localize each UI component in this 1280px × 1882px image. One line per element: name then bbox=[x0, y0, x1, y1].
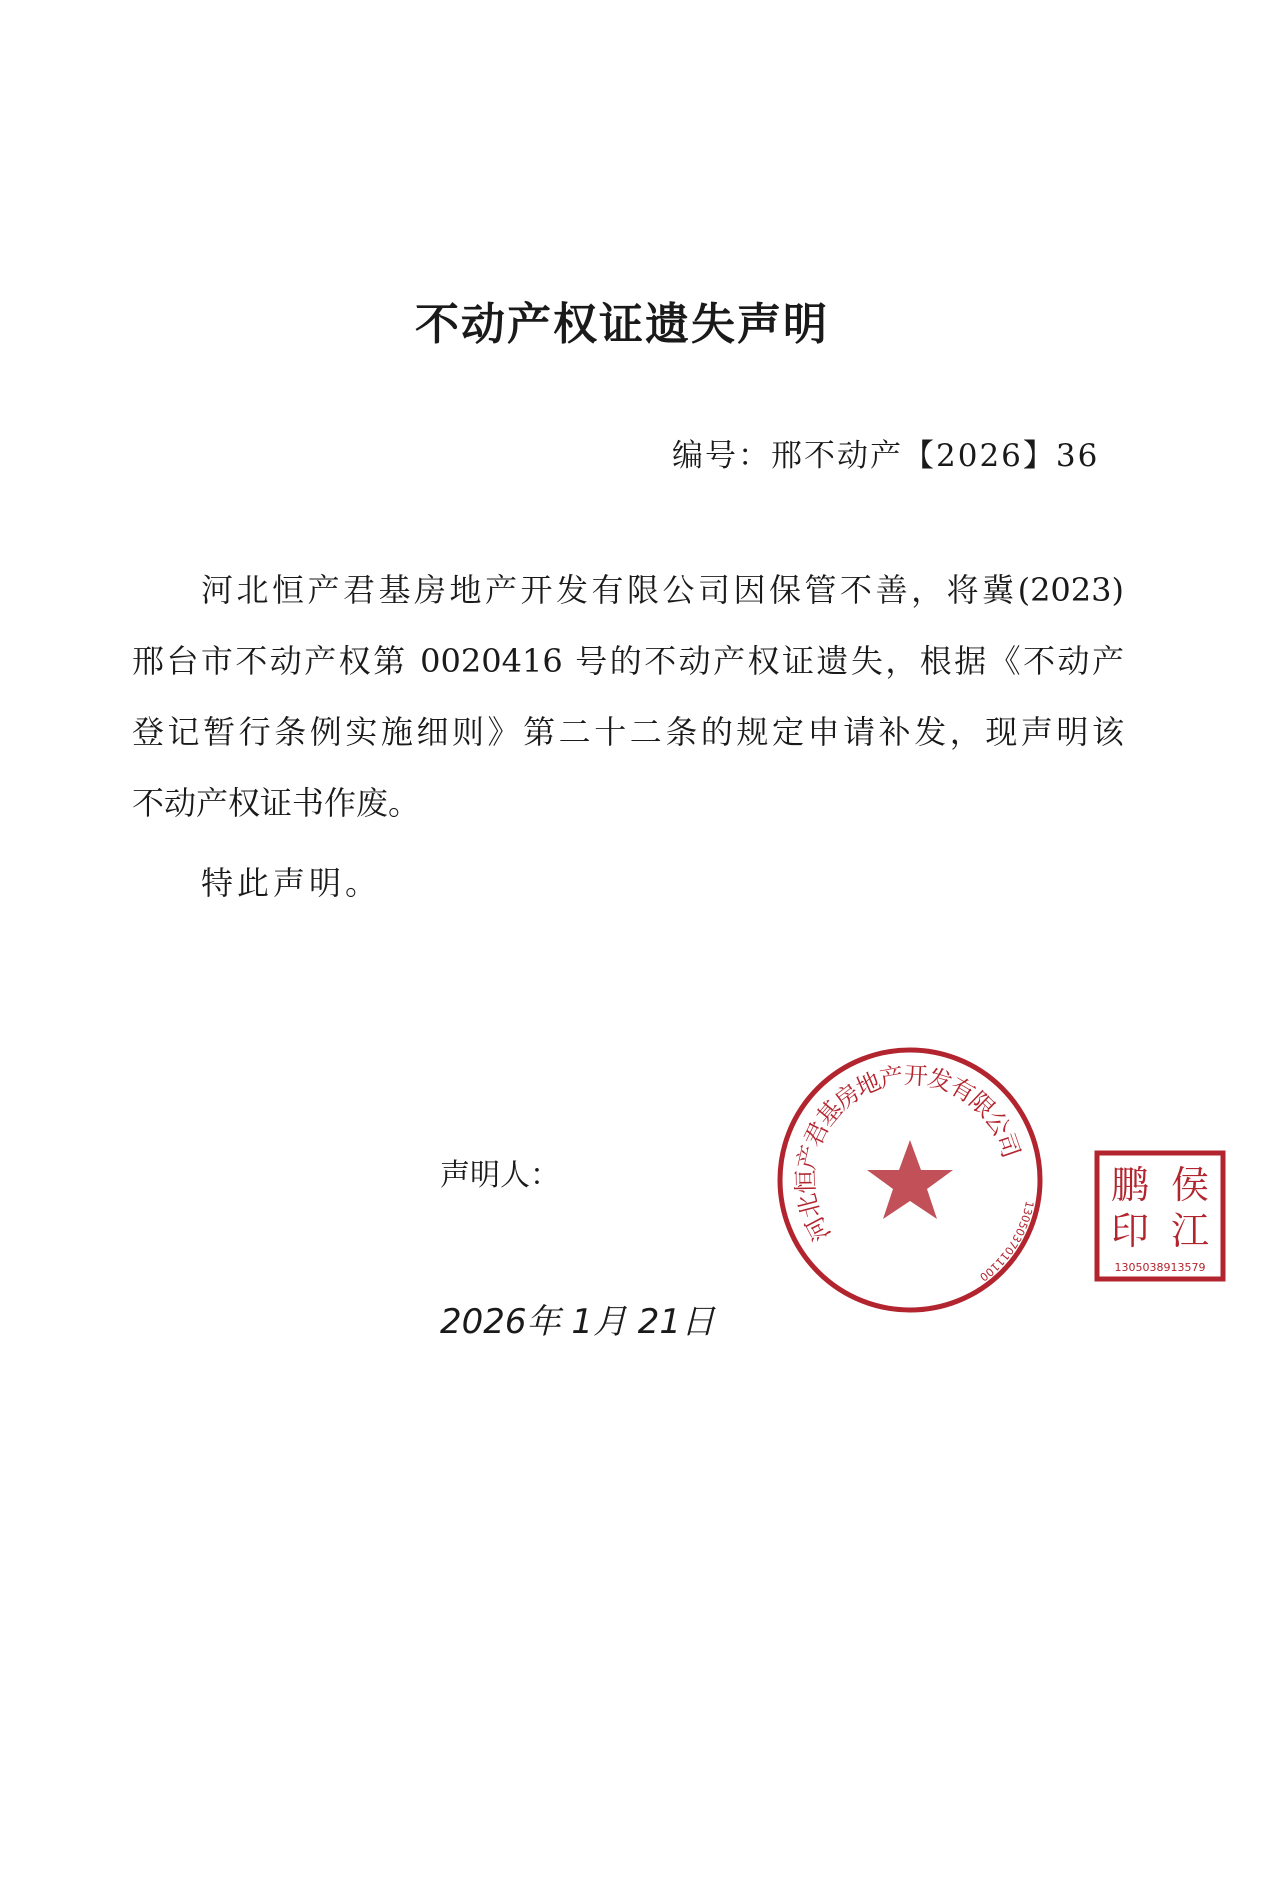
seal-company-name: 河北恒产君基房地产开发有限公司 bbox=[791, 1061, 1026, 1246]
seal-char: 鹏 bbox=[1110, 1163, 1150, 1207]
company-seal bbox=[772, 1042, 1048, 1318]
signature-date: 2026年 1月 21日 bbox=[440, 1302, 716, 1342]
seal-char: 江 bbox=[1170, 1209, 1210, 1253]
document-number: 编号：邢不动产【2026】36 bbox=[672, 438, 1100, 474]
seal-number: 1305038913579 bbox=[1114, 1261, 1206, 1274]
document-title: 不动产权证遗失声明 bbox=[415, 299, 829, 350]
body-line: 河北恒产君基房地产开发有限公司因保管不善，将冀(2023) bbox=[201, 571, 1124, 609]
seal-char: 印 bbox=[1110, 1209, 1150, 1253]
seal-char: 侯 bbox=[1170, 1163, 1210, 1207]
declarant-label: 声明人： bbox=[440, 1158, 560, 1193]
personal-seal bbox=[1094, 1150, 1226, 1282]
body-line: 不动产权证书作废。 bbox=[132, 784, 421, 822]
star-icon bbox=[867, 1140, 953, 1219]
seal-code: 1305037011100 bbox=[977, 1199, 1037, 1284]
body-line: 邢台市不动产权第 0020416 号的不动产权证遗失，根据《不动产 bbox=[132, 642, 1124, 680]
body-line: 登记暂行条例实施细则》第二十二条的规定申请补发，现声明该 bbox=[132, 713, 1124, 751]
closing-statement: 特此声明。 bbox=[201, 864, 382, 902]
svg-text:1305037011100 bbox=[977, 1200, 1036, 1284]
